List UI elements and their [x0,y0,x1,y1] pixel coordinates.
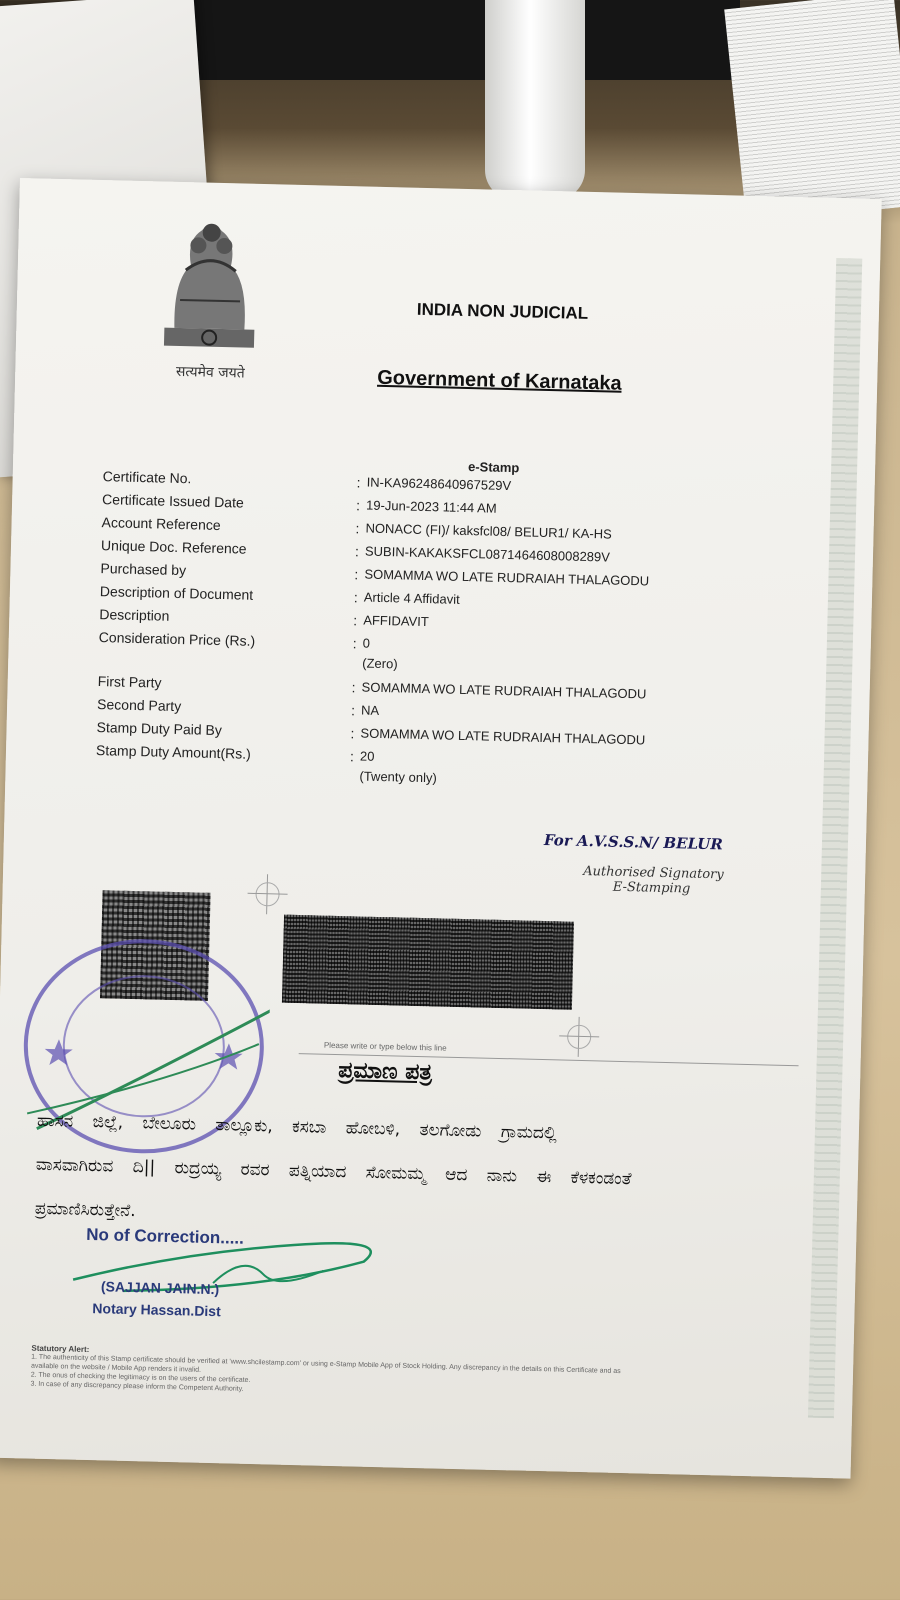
field-value: SOMAMMA WO LATE RUDRAIAH THALAGODU [360,725,646,748]
security-border [808,258,862,1418]
affidavit-line: ಪ್ರಮಾಣಿಸಿರುತ್ತೇನೆ. [34,1198,136,1222]
statutory-alert-title: Statutory Alert: [31,1343,90,1355]
header-india-non-judicial: INDIA NON JUDICIAL [416,299,589,323]
field-value: SOMAMMA WO LATE RUDRAIAH THALAGODU [364,566,650,589]
field-label: Stamp Duty Paid By [96,719,223,739]
statutory-alert-item: 3. In case of any discrepancy please inform the Competent Authority. [30,1380,244,1393]
field-value-words: (Twenty only) [359,768,437,786]
field-colon: : [356,474,361,491]
field-label: Description [99,606,170,624]
field-value: SUBIN-KAKAKSFCL0871464608008289V [364,543,611,565]
estamp-certificate [0,178,882,1479]
signatory-sub: E-Stamping [612,879,691,897]
field-label: Certificate No. [102,468,192,487]
write-below-note: Please write or type below this line [323,1040,447,1053]
field-value: SOMAMMA WO LATE RUDRAIAH THALAGODU [361,679,647,702]
field-colon: : [354,543,360,560]
field-label: First Party [97,673,162,691]
field-colon: : [354,566,359,583]
field-label: Certificate Issued Date [101,491,244,511]
field-value: AFFIDAVIT [363,612,429,630]
affidavit-line: ಹಾಸನ ಜಿಲ್ಲೆ, ಬೇಲೂರು ತಾಲ್ಲೂಕು, ಕಸಬಾ ಹೋಬಳಿ, ತಲಗೋಡು ಗ್ರಾಮದಲ್ಲಿ [36,1110,557,1144]
signatory-for: For A.V.S.S.N/ BELUR [543,831,724,854]
field-label: Purchased by [100,560,187,579]
field-colon: : [353,612,358,629]
field-value: 20 [359,748,375,764]
background-paper-roll [485,0,585,200]
field-label: Second Party [96,696,182,715]
field-value: 0 [362,635,371,651]
signatory-block [543,831,804,899]
notary-name: (SAJJAN JAIN.N.) [100,1278,220,1298]
registration-mark-icon [247,874,288,915]
field-value: NA [360,702,380,718]
field-value: NONACC (FI)/ kaksfcl08/ BELUR1/ KA-HS [365,520,612,542]
field-colon: : [355,520,360,537]
barcode-redacted [282,915,574,1010]
field-colon: : [355,497,361,514]
notary-place: Notary Hassan.Dist [92,1300,221,1320]
field-label: Unique Doc. Reference [100,537,247,557]
field-label: Description of Document [99,583,254,603]
emblem-motto: सत्यमेव जयते [175,363,245,382]
field-label: Consideration Price (Rs.) [98,629,256,649]
statutory-alert [30,1344,631,1404]
certificate-fields [95,468,783,803]
field-colon: : [349,748,355,765]
field-colon: : [353,589,358,606]
background-desk-top [180,0,740,80]
statutory-alert-item: 2. The onus of checking the legitimacy is on the users of the certificate. [30,1371,251,1384]
header-government: Government of Karnataka [376,366,622,395]
field-value: 19-Jun-2023 11:44 AM [365,497,497,516]
signatory-title: Authorised Signatory [583,863,724,883]
correction-count: No of Correction..... [85,1224,245,1248]
field-label: Account Reference [101,514,221,534]
field-value: Article 4 Affidavit [363,589,460,607]
field-colon: : [352,635,357,652]
affidavit-line: ವಾಸವಾಗಿರುವ ದಿ|| ರುದ್ರಯ್ಯ ರವರ ಪತ್ನಿಯಾದ ಸೋಮಮ್ಮ ಆದ ನಾನು ಈ ಕೆಳಕಂಡಂತೆ [35,1154,632,1190]
field-colon: : [350,725,355,742]
statutory-alert-item: 1. The authenticity of this Stamp certificate should be verified at 'www.shcilestamp.com' or using e-Stamp Mobile App of Stock Holding. Any discrepancy in the details on this Certificate and as available on the website / Mobile App renders it invalid. [30,1353,621,1376]
background-paper-stack [724,0,900,223]
field-colon: : [351,679,356,696]
field-colon: : [350,702,356,719]
national-emblem-icon [154,209,268,362]
field-label: Stamp Duty Amount(Rs.) [95,742,252,762]
affidavit-title: ಪ್ರಮಾಣ ಪತ್ರ [337,1058,433,1086]
registration-mark-icon [559,1016,600,1057]
header-estamp: e-Stamp [467,459,520,476]
field-value-words: (Zero) [362,655,398,672]
field-value: IN-KA96248640967529V [366,474,512,494]
